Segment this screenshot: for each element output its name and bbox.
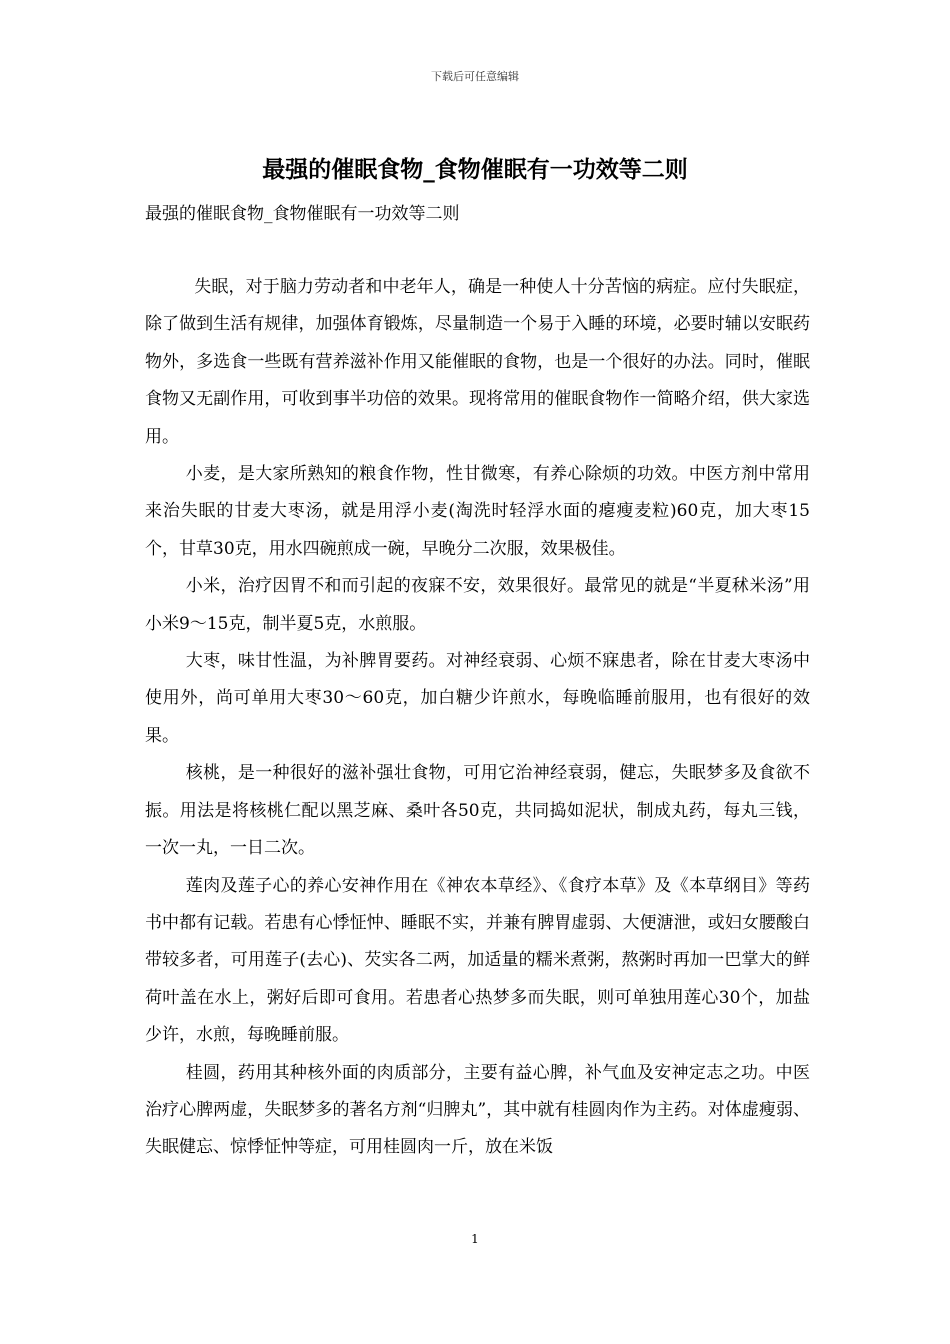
- document-body: [145, 269, 810, 1167]
- paragraph-jujube: 大枣，味甘性温，为补脾胃要药。对神经衰弱、心烦不寐患者，除在甘麦大枣汤中使用外，尚可单用大枣30～60克，加白糖少许煎水，每晚临睡前服用，也有很好的效果。: [145, 651, 810, 746]
- paragraph-wheat: 小麦，是大家所熟知的粮食作物，性甘微寒，有养心除烦的功效。中医方剂中常用来治失眠的甘麦大枣汤，就是用浮小麦(淘洗时轻浮水面的瘪瘦麦粒)60克，加大枣15个，甘草30克，用水四碗煎成一碗，早晚分二次服，效果极佳。: [145, 464, 810, 559]
- paragraph-millet: 小米，治疗因胃不和而引起的夜寐不安，效果很好。最常见的就是“半夏秫米汤”用小米9～15克，制半夏5克，水煎服。: [145, 576, 810, 634]
- paragraph-walnut: 核桃，是一种很好的滋补强壮食物，可用它治神经衰弱，健忘，失眠梦多及食欲不振。用法是将核桃仁配以黑芝麻、桑叶各50克，共同捣如泥状，制成丸药，每丸三钱，一次一丸，一日二次。: [145, 763, 810, 859]
- paragraph-intro: 失眠，对于脑力劳动者和中老年人，确是一种使人十分苦恼的病症。应付失眠症，除了做到生活有规律，加强体育锻炼，尽量制造一个易于入睡的环境，必要时辅以安眠药物外，多选食一些既有营养滋补作用又能催眠的食物，也是一个很好的办法。同时，催眠食物又无副作用，可收到事半功倍的效果。现将常用的催眠食物作一简略介绍，供大家选用。: [145, 277, 810, 447]
- page-number: 1: [471, 1232, 479, 1246]
- paragraph-longan: 桂圆，药用其种核外面的肉质部分，主要有益心脾，补气血及安神定志之功。中医治疗心脾两虚，失眠梦多的著名方剂“归脾丸”，其中就有桂圆肉作为主药。对体虚瘦弱、失眠健忘、惊悸怔忡等症，可用桂圆肉一斤，放在米饭: [145, 1062, 810, 1158]
- document-subtitle: 最强的催眠食物_食物催眠有一功效等二则: [145, 204, 460, 224]
- paragraph-lotus-seed: 莲肉及莲子心的养心安神作用在《神农本草经》、《食疗本草》及《本草纲目》等药书中都有记载。若患有心悸怔忡、睡眠不实，并兼有脾胃虚弱、大便溏泄，或妇女腰酸白带较多者，可用莲子(去心)、芡实各二两，加适量的糯米煮粥，熬粥时再加一巴掌大的鲜荷叶盖在水上，粥好后即可食用。若患者心热梦多而失眠，则可单独用莲心30个，加盐少许，水煎，每晚睡前服。: [145, 875, 810, 1046]
- header-note: 下载后可任意编辑: [431, 70, 519, 83]
- document-title: 最强的催眠食物_食物催眠有一功效等二则: [262, 156, 688, 183]
